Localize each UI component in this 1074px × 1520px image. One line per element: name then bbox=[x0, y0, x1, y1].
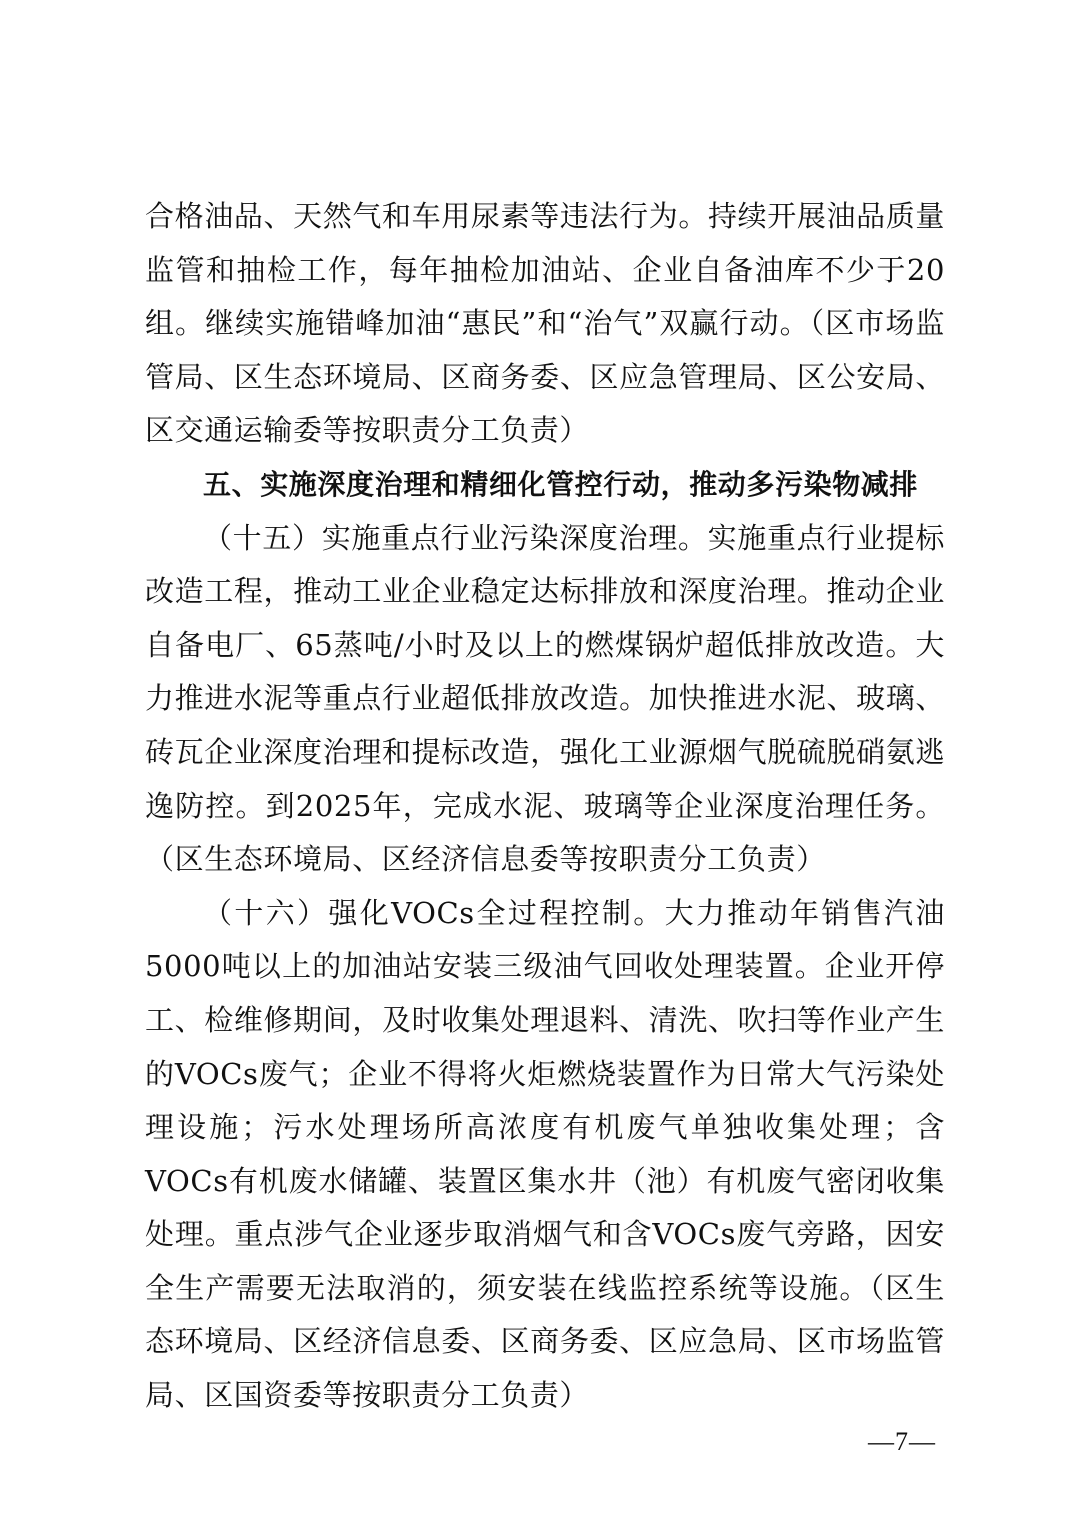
document-page bbox=[145, 190, 945, 1423]
section-heading: 五、实施深度治理和精细化管控行动，推动多污染物减排 bbox=[203, 467, 919, 501]
paragraph-item-16 bbox=[145, 887, 945, 1423]
paragraph-item-15 bbox=[145, 512, 945, 887]
item-15-lead: （十五）实施重点行业污染深度治理。 bbox=[203, 520, 708, 555]
paragraph-continued: 合格油品、天然气和车用尿素等违法行为。持续开展油品质量监管和抽检工作，每年抽检加油站、企业自备油库不少于20组。继续实施错峰加油“惠民”和“治气”双赢行动。（区市场监管局、区生态环境局、区商务委、区应急管理局、区公安局、区交通运输委等按职责分工负责） bbox=[145, 199, 945, 448]
page-number: —7— bbox=[868, 1427, 936, 1456]
item-16-body: 大力推动年销售汽油5000吨以上的加油站安装三级油气回收处理装置。企业开停工、检维修期间，及时收集处理退料、清洗、吹扫等作业产生的VOCs废气；企业不得将火炬燃烧装置作为日常大气污染处理设施；污水处理场所高浓度有机废气单独收集处理；含VOCs有机废水储罐、装置区集水井（池）有机废气密闭收集处理。重点涉气企业逐步取消烟气和含VOCs废气旁路，因安全生产需要无法取消的，须安装在线监控系统等设施。（区生态环境局、区经济信息委、区商务委、区应急局、区市场监管局、区国资委等按职责分工负责） bbox=[145, 895, 945, 1413]
item-15-body: 实施重点行业提标改造工程，推动工业企业稳定达标排放和深度治理。推动企业自备电厂、65蒸吨/小时及以上的燃煤锅炉超低排放改造。大力推进水泥等重点行业超低排放改造。加快推进水泥、玻璃、砖瓦企业深度治理和提标改造，强化工业源烟气脱硫脱硝氨逃逸防控。到2025年，完成水泥、玻璃等企业深度治理任务。（区生态环境局、区经济信息委等按职责分工负责） bbox=[145, 520, 945, 877]
item-16-lead: （十六）强化VOCs全过程控制。 bbox=[203, 895, 665, 930]
